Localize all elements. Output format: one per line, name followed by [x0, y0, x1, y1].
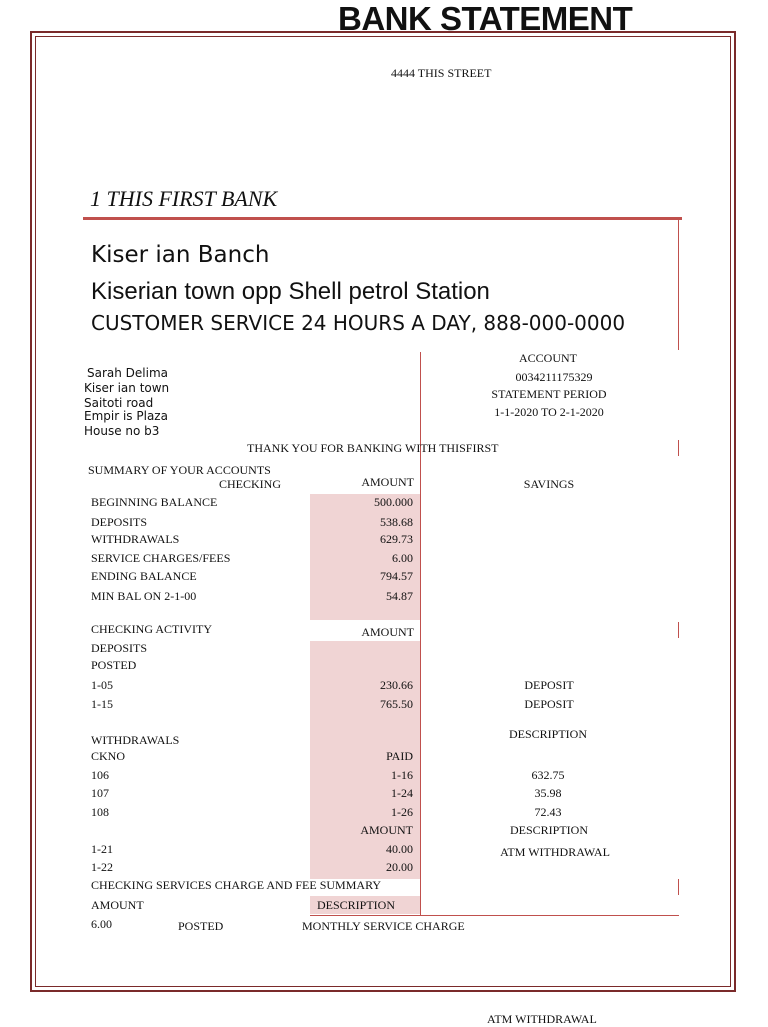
deposit-amount: 230.66 — [380, 678, 413, 692]
summary-row-label: DEPOSITS — [91, 515, 148, 529]
check-number: 108 — [91, 805, 109, 819]
ckno-label: CKNO — [91, 749, 126, 763]
check-amount: 632.75 — [531, 768, 565, 782]
fee-summary-title: CHECKING SERVICES CHARGE AND FEE SUMMARY — [91, 878, 382, 892]
center-divider-line — [420, 352, 421, 916]
statement-period: 1-1-2020 TO 2-1-2020 — [494, 405, 604, 419]
deposit-description: DEPOSIT — [524, 697, 574, 711]
right-tick-2 — [678, 622, 679, 638]
withdrawals-description-label: DESCRIPTION — [508, 727, 587, 741]
fee-description-label: DESCRIPTION — [317, 898, 396, 912]
posted-label: POSTED — [91, 658, 137, 672]
atm-date: 1-22 — [91, 860, 113, 874]
check-paid-date: 1-16 — [391, 768, 413, 782]
summary-row-value: 6.00 — [392, 551, 413, 565]
check-paid-date: 1-24 — [391, 786, 413, 800]
fee-amount: 6.00 — [91, 917, 112, 931]
check-number: 107 — [91, 786, 109, 800]
customer-name: Sarah Delima — [87, 366, 169, 380]
account-label: ACCOUNT — [518, 351, 577, 365]
summary-row-value: 538.68 — [380, 515, 413, 529]
summary-row-label: ENDING BALANCE — [91, 569, 197, 583]
activity-amount-label: AMOUNT — [361, 625, 414, 639]
customer-service: CUSTOMER SERVICE 24 HOURS A DAY, 888-000-0000 — [91, 311, 626, 335]
summary-row-label: SERVICE CHARGES/FEES — [91, 551, 231, 565]
fee-description: MONTHLY SERVICE CHARGE — [302, 919, 465, 933]
deposit-date: 1-15 — [91, 697, 113, 711]
right-tick-3 — [678, 879, 679, 895]
account-number: 0034211175329 — [515, 370, 593, 384]
statement-period-label: STATEMENT PERIOD — [491, 387, 607, 401]
atm-amount: 40.00 — [386, 842, 413, 856]
customer-address-4: House no b3 — [84, 424, 160, 438]
right-tick-1 — [678, 440, 679, 456]
branch-name: Kiser ian Banch — [91, 242, 270, 268]
deposit-date: 1-05 — [91, 678, 113, 692]
summary-row-value: 500.000 — [374, 495, 413, 509]
deposits-label: DEPOSITS — [91, 641, 148, 655]
paid-label: PAID — [386, 749, 413, 763]
summary-title: SUMMARY OF YOUR ACCOUNTS — [88, 463, 271, 477]
deposit-amount: 765.50 — [380, 697, 413, 711]
summary-row-label: BEGINNING BALANCE — [91, 495, 218, 509]
summary-savings-label: SAVINGS — [523, 477, 575, 491]
thank-you-message: THANK YOU FOR BANKING WITH THISFIRST — [247, 441, 499, 455]
atm-description-label: DESCRIPTION — [509, 823, 588, 837]
branch-address: Kiserian town opp Shell petrol Station — [91, 278, 490, 305]
customer-address-3: Empir is Plaza — [84, 409, 168, 423]
atm-description: ATM WITHDRAWAL — [500, 845, 610, 859]
check-paid-date: 1-26 — [391, 805, 413, 819]
summary-checking-label: CHECKING — [219, 477, 281, 491]
check-amount: 35.98 — [534, 786, 562, 800]
check-amount: 72.43 — [534, 805, 562, 819]
customer-address-2: Saitoti road — [84, 396, 154, 410]
overflow-text: ATM WITHDRAWAL — [487, 1012, 597, 1026]
customer-address-1: Kiser ian town — [84, 381, 170, 395]
deposit-description: DEPOSIT — [524, 678, 574, 692]
bottom-table-line — [310, 915, 679, 916]
summary-row-value: 629.73 — [380, 532, 413, 546]
right-edge-line — [678, 220, 679, 350]
header-rule — [83, 217, 682, 220]
summary-row-label: MIN BAL ON 2-1-00 — [91, 589, 197, 603]
fee-amount-label: AMOUNT — [91, 898, 144, 912]
fee-posted-label: POSTED — [178, 919, 224, 933]
activity-title: CHECKING ACTIVITY — [91, 622, 212, 636]
summary-row-value: 794.57 — [380, 569, 413, 583]
street-address: 4444 THIS STREET — [391, 66, 492, 80]
summary-amount-label: AMOUNT — [361, 475, 414, 489]
atm-date: 1-21 — [91, 842, 113, 856]
statement-title: BANK STATEMENT — [338, 0, 633, 37]
summary-row-value: 54.87 — [386, 589, 413, 603]
bank-name: 1 THIS FIRST BANK — [90, 186, 278, 211]
summary-row-label: WITHDRAWALS — [91, 532, 180, 546]
atm-amount-label: AMOUNT — [360, 823, 413, 837]
withdrawals-title: WITHDRAWALS — [91, 733, 180, 747]
atm-amount: 20.00 — [386, 860, 413, 874]
check-number: 106 — [91, 768, 109, 782]
